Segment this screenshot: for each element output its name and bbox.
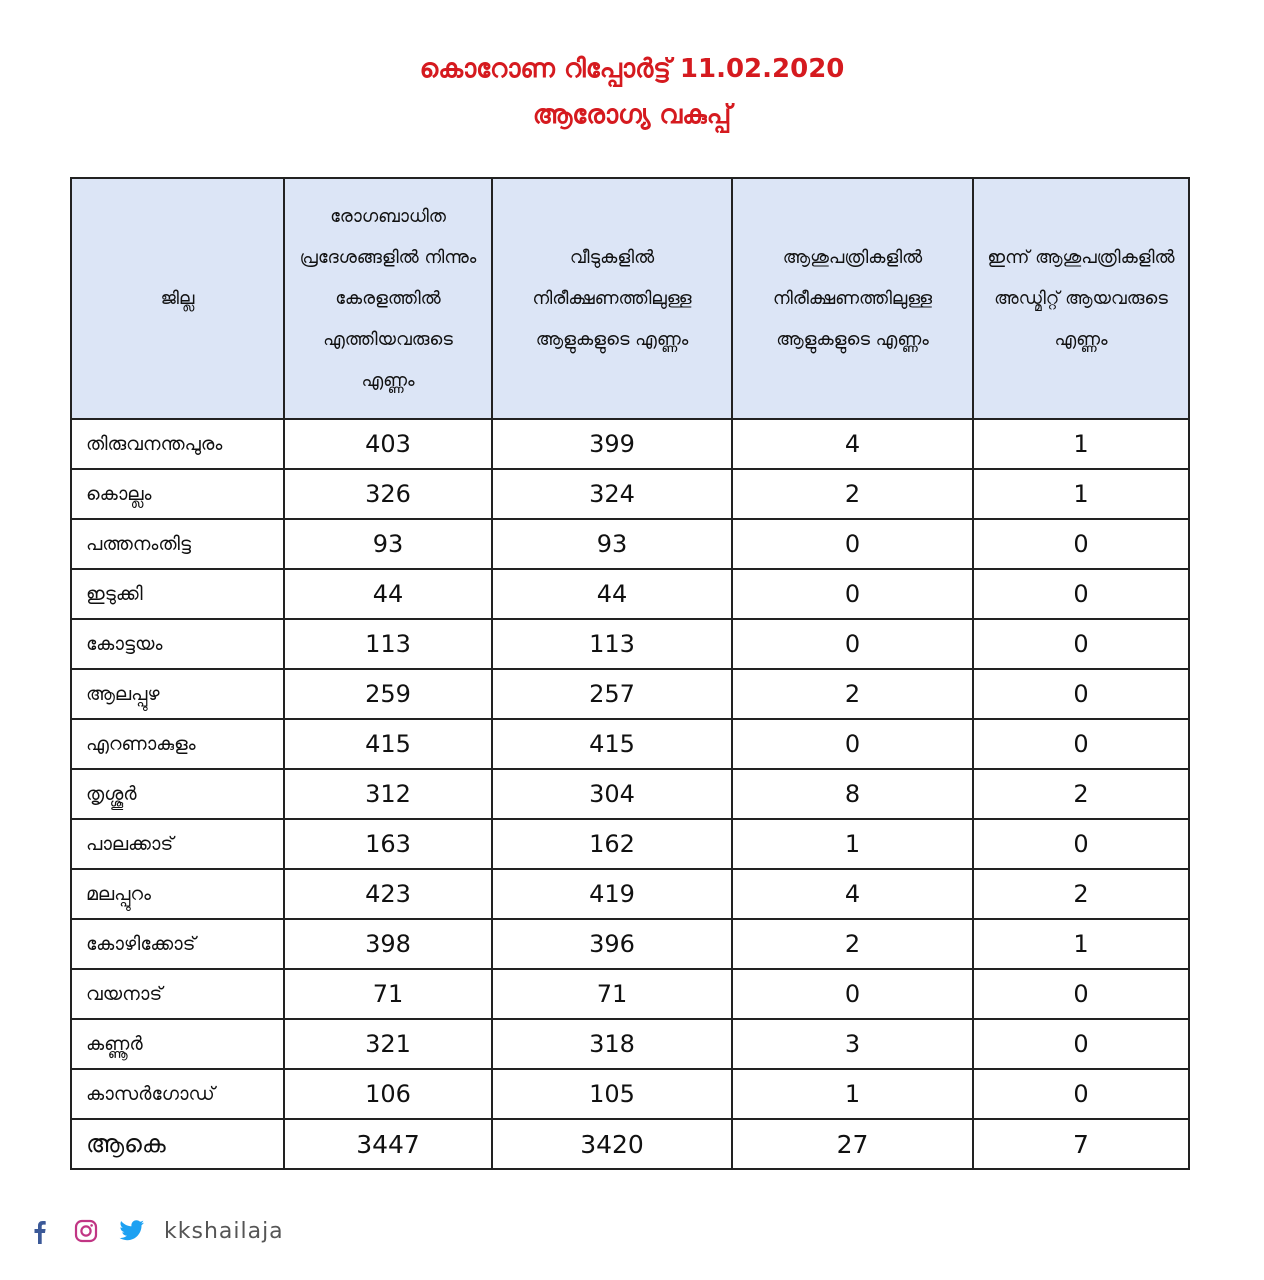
cell-arrived: 106 [284, 1069, 492, 1119]
table-row [71, 919, 1189, 969]
cell-home-observation: 304 [492, 769, 732, 819]
cell-admitted-today: 2 [973, 869, 1189, 919]
column-header-district: ജില്ല [71, 178, 284, 419]
cell-hospital-observation: 1 [732, 1069, 973, 1119]
cell-admitted-today: 0 [973, 1019, 1189, 1069]
district-report-table [70, 177, 1190, 1170]
cell-hospital-observation: 2 [732, 669, 973, 719]
column-header-arrived: രോഗബാധിത പ്രദേശങ്ങളിൽ നിന്നും കേരളത്തിൽ എത്തിയവരുടെ എണ്ണം [284, 178, 492, 419]
table-row [71, 819, 1189, 869]
table-row [71, 769, 1189, 819]
cell-district: കൊല്ലം [71, 469, 284, 519]
cell-home-observation: 415 [492, 719, 732, 769]
cell-hospital-observation: 4 [732, 419, 973, 469]
cell-admitted-today: 1 [973, 419, 1189, 469]
cell-hospital-observation: 8 [732, 769, 973, 819]
cell-district: കോട്ടയം [71, 619, 284, 669]
cell-admitted-today: 0 [973, 1069, 1189, 1119]
facebook-icon[interactable] [26, 1217, 54, 1245]
cell-home-observation: 162 [492, 819, 732, 869]
social-footer [26, 1214, 284, 1248]
cell-district: കണ്ണൂർ [71, 1019, 284, 1069]
cell-admitted-today: 0 [973, 719, 1189, 769]
cell-hospital-observation: 4 [732, 869, 973, 919]
cell-home-observation: 396 [492, 919, 732, 969]
column-header-home-observation: വീടുകളിൽ നിരീക്ഷണത്തിലുള്ള ആളുകളുടെ എണ്ണം [492, 178, 732, 419]
cell-arrived: 259 [284, 669, 492, 719]
table-total-row [71, 1119, 1189, 1169]
cell-hospital-observation: 2 [732, 469, 973, 519]
cell-district: കോഴിക്കോട് [71, 919, 284, 969]
cell-district: തിരുവനന്തപുരം [71, 419, 284, 469]
cell-hospital-observation: 0 [732, 569, 973, 619]
cell-admitted-today: 0 [973, 669, 1189, 719]
cell-home-observation: 324 [492, 469, 732, 519]
cell-district: എറണാകുളം [71, 719, 284, 769]
cell-hospital-observation: 1 [732, 819, 973, 869]
cell-admitted-today: 7 [973, 1119, 1189, 1169]
twitter-icon[interactable] [118, 1217, 146, 1245]
table-row [71, 669, 1189, 719]
table-row [71, 1019, 1189, 1069]
cell-hospital-observation: 0 [732, 519, 973, 569]
cell-arrived: 113 [284, 619, 492, 669]
cell-home-observation: 71 [492, 969, 732, 1019]
cell-arrived: 93 [284, 519, 492, 569]
cell-admitted-today: 0 [973, 819, 1189, 869]
table-row [71, 869, 1189, 919]
cell-hospital-observation: 27 [732, 1119, 973, 1169]
cell-hospital-observation: 3 [732, 1019, 973, 1069]
cell-arrived: 163 [284, 819, 492, 869]
cell-home-observation: 105 [492, 1069, 732, 1119]
table-row [71, 969, 1189, 1019]
column-header-admitted-today: ഇന്ന് ആശുപത്രികളിൽ അഡ്മിറ്റ് ആയവരുടെ എണ്ണം [973, 178, 1189, 419]
cell-admitted-today: 1 [973, 469, 1189, 519]
cell-admitted-today: 0 [973, 569, 1189, 619]
cell-home-observation: 257 [492, 669, 732, 719]
cell-district: പാലക്കാട് [71, 819, 284, 869]
cell-district: തൃശ്ശൂർ [71, 769, 284, 819]
cell-district: പത്തനംതിട്ട [71, 519, 284, 569]
cell-home-observation: 93 [492, 519, 732, 569]
table-row [71, 569, 1189, 619]
cell-arrived: 71 [284, 969, 492, 1019]
cell-arrived: 326 [284, 469, 492, 519]
table-row [71, 1069, 1189, 1119]
table-header-row [71, 178, 1189, 419]
table-row [71, 519, 1189, 569]
cell-arrived: 3447 [284, 1119, 492, 1169]
cell-home-observation: 399 [492, 419, 732, 469]
cell-admitted-today: 0 [973, 619, 1189, 669]
instagram-icon[interactable] [72, 1217, 100, 1245]
cell-home-observation: 113 [492, 619, 732, 669]
cell-hospital-observation: 0 [732, 719, 973, 769]
cell-admitted-today: 0 [973, 519, 1189, 569]
column-header-hospital-observation: ആശുപത്രികളിൽ നിരീക്ഷണത്തിലുള്ള ആളുകളുടെ എണ്ണം [732, 178, 973, 419]
cell-hospital-observation: 0 [732, 969, 973, 1019]
cell-arrived: 321 [284, 1019, 492, 1069]
cell-admitted-today: 1 [973, 919, 1189, 969]
social-handle[interactable]: kkshailaja [164, 1218, 284, 1244]
cell-district: ഇടുക്കി [71, 569, 284, 619]
cell-home-observation: 419 [492, 869, 732, 919]
cell-hospital-observation: 0 [732, 619, 973, 669]
cell-hospital-observation: 2 [732, 919, 973, 969]
cell-arrived: 415 [284, 719, 492, 769]
table-row [71, 419, 1189, 469]
cell-home-observation: 44 [492, 569, 732, 619]
department-title: ആരോഗ്യ വകുപ്പ് [532, 100, 732, 130]
cell-admitted-today: 2 [973, 769, 1189, 819]
cell-admitted-today: 0 [973, 969, 1189, 1019]
cell-home-observation: 3420 [492, 1119, 732, 1169]
cell-arrived: 312 [284, 769, 492, 819]
table-row [71, 619, 1189, 669]
cell-home-observation: 318 [492, 1019, 732, 1069]
report-title: കൊറോണ റിപ്പോർട്ട് 11.02.2020 [419, 54, 845, 84]
cell-district: കാസർഗോഡ് [71, 1069, 284, 1119]
table-row [71, 719, 1189, 769]
cell-district: മലപ്പുറം [71, 869, 284, 919]
cell-arrived: 423 [284, 869, 492, 919]
table-row [71, 469, 1189, 519]
cell-arrived: 398 [284, 919, 492, 969]
cell-arrived: 44 [284, 569, 492, 619]
cell-arrived: 403 [284, 419, 492, 469]
cell-district: ആലപ്പുഴ [71, 669, 284, 719]
cell-district: വയനാട് [71, 969, 284, 1019]
cell-district: ആകെ [71, 1119, 284, 1169]
table-body [71, 419, 1189, 1169]
